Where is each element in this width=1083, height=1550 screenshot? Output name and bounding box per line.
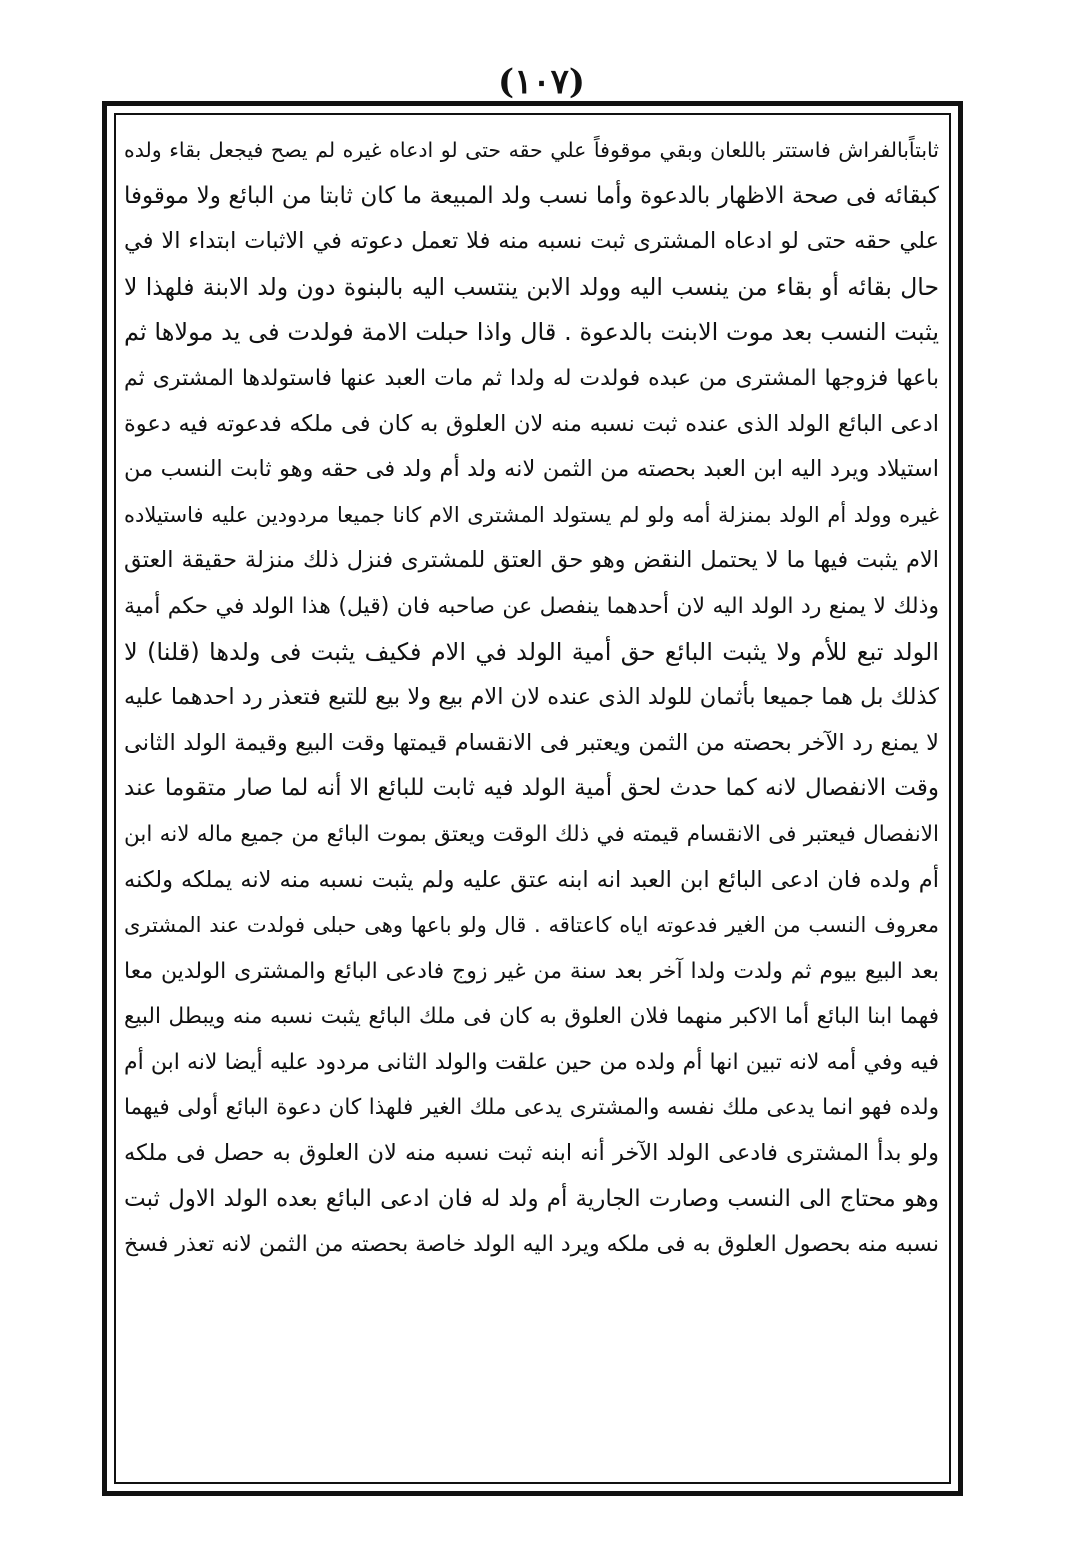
text-line: غيره وولد أم الولد بمنزلة أمه ولو لم يستولد المشترى الام كانا جميعا مردودين عليه فاستيلاده	[124, 502, 939, 527]
text-line: علي حقه حتى لو ادعاه المشترى ثبت نسبه منه فلا تعمل دعوته في الاثبات ابتداء الا في	[124, 228, 939, 255]
text-line: كبقائه فى صحة الاظهار بالدعوة وأما نسب ولد المبيعة ما كان ثابتا من البائع ولا موقوفا	[124, 182, 939, 209]
text-line: استيلاد ويرد اليه ابن العبد بحصته من الثمن لانه ولد أم ولد فى حقه وهو ثابت النسب من	[124, 456, 939, 483]
text-line: الام يثبت فيها ما لا يحتمل النقض وهو حق العتق للمشترى فنزل ذلك منزلة حقيقة العتق	[124, 547, 939, 574]
page-number: (١٠٧)	[498, 62, 585, 102]
text-line: بعد البيع بيوم ثم ولدت ولدا آخر بعد سنة من غير زوج فادعى البائع والمشترى الولدين معا	[124, 958, 939, 984]
text-line: الولد تبع للأم ولا يثبت البائع حق أمية الولد في الام فكيف يثبت فى ولدها (قلنا) لا	[124, 637, 939, 666]
text-line: الانفصال فيعتبر فى الانقسام قيمته في ذلك الوقت ويعتق بموت البائع من جميع ماله لانه ابن	[124, 821, 939, 847]
text-line: ثابتاًبالفراش فاستتر باللعان وبقي موقوفاً علي حقه حتى لو ادعاه غيره لم يصح فيجعل بقاء ولده	[124, 138, 939, 162]
text-line: أم ولده فان ادعى البائع ابن العبد انه ابنه عتق عليه ولم يثبت نسبه منه لانه يملكه ولكنه	[124, 866, 939, 893]
text-line: حال بقائه أو بقاء من ينسب اليه وولد الابن ينتسب اليه بالبنوة دون ولد الابنة فلهذا لا	[124, 272, 939, 301]
text-line: ادعى البائع الولد الذى عنده ثبت نسبه منه لان العلوق به كان فى ملكه فدعوته فيه دعوة	[124, 410, 939, 437]
text-line: فيه وفي أمه لانه تبين انها أم ولده من حين علقت والولد الثانى مردود عليه أيضا لانه ابن أم	[124, 1049, 939, 1075]
text-line: معروف النسب من الغير فدعوته اياه كاعتاقه . قال ولو باعها وهى حبلى فولدت عند المشترى	[124, 913, 939, 938]
text-line: وذلك لا يمنع رد الولد اليه لان أحدهما ينفصل عن صاحبه فان (قيل) هذا الولد في حكم أمية	[124, 593, 939, 619]
text-line: ولده فهو انما يدعى ملك نفسه والمشترى يدعى ملك الغير فلهذا كان دعوة البائع أولى فيهما	[124, 1095, 939, 1121]
text-line: لا يمنع رد الآخر بحصته من الثمن ويعتبر فى الانقسام قيمتها وقت البيع وقيمة الولد الثانى	[124, 729, 939, 756]
text-line: وقت الانفصال لانه كما حدث لحق أمية الولد فيه ثابت للبائع الا أنه لما صار متقوما عند	[124, 775, 939, 802]
text-line: فهما ابنا البائع أما الاكبر منهما فلان العلوق به كان فى ملك البائع يثبت نسبه منه ويبطل البيع	[124, 1004, 939, 1030]
text-line: نسبه منه بحصول العلوق به فى ملكه ويرد اليه الولد خاصة بحصته من الثمن لانه تعذر فسخ	[124, 1232, 939, 1258]
text-line: يثبت النسب بعد موت الابنت بالدعوة . قال واذا حبلت الامة فولدت فى يد مولاها ثم	[124, 318, 939, 347]
text-body	[124, 128, 939, 1268]
text-line: باعها فزوجها المشترى من عبده فولدت له ولدا ثم مات العبد عنها فاستولدها المشترى ثم	[124, 365, 939, 391]
text-line: وهو محتاج الى النسب وصارت الجارية أم ولد له فان ادعى البائع بعده الولد الاول ثبت	[124, 1185, 939, 1212]
text-line: ولو بدأ المشترى فادعى الولد الآخر أنه ابنه ثبت نسبه منه لان العلوق به حصل فى ملكه	[124, 1140, 939, 1167]
text-line: كذلك بل هما جميعا بأثمان للولد الذى عنده لان الام بيع ولا بيع للتبع فتعذر رد احدهما عليه	[124, 684, 939, 711]
